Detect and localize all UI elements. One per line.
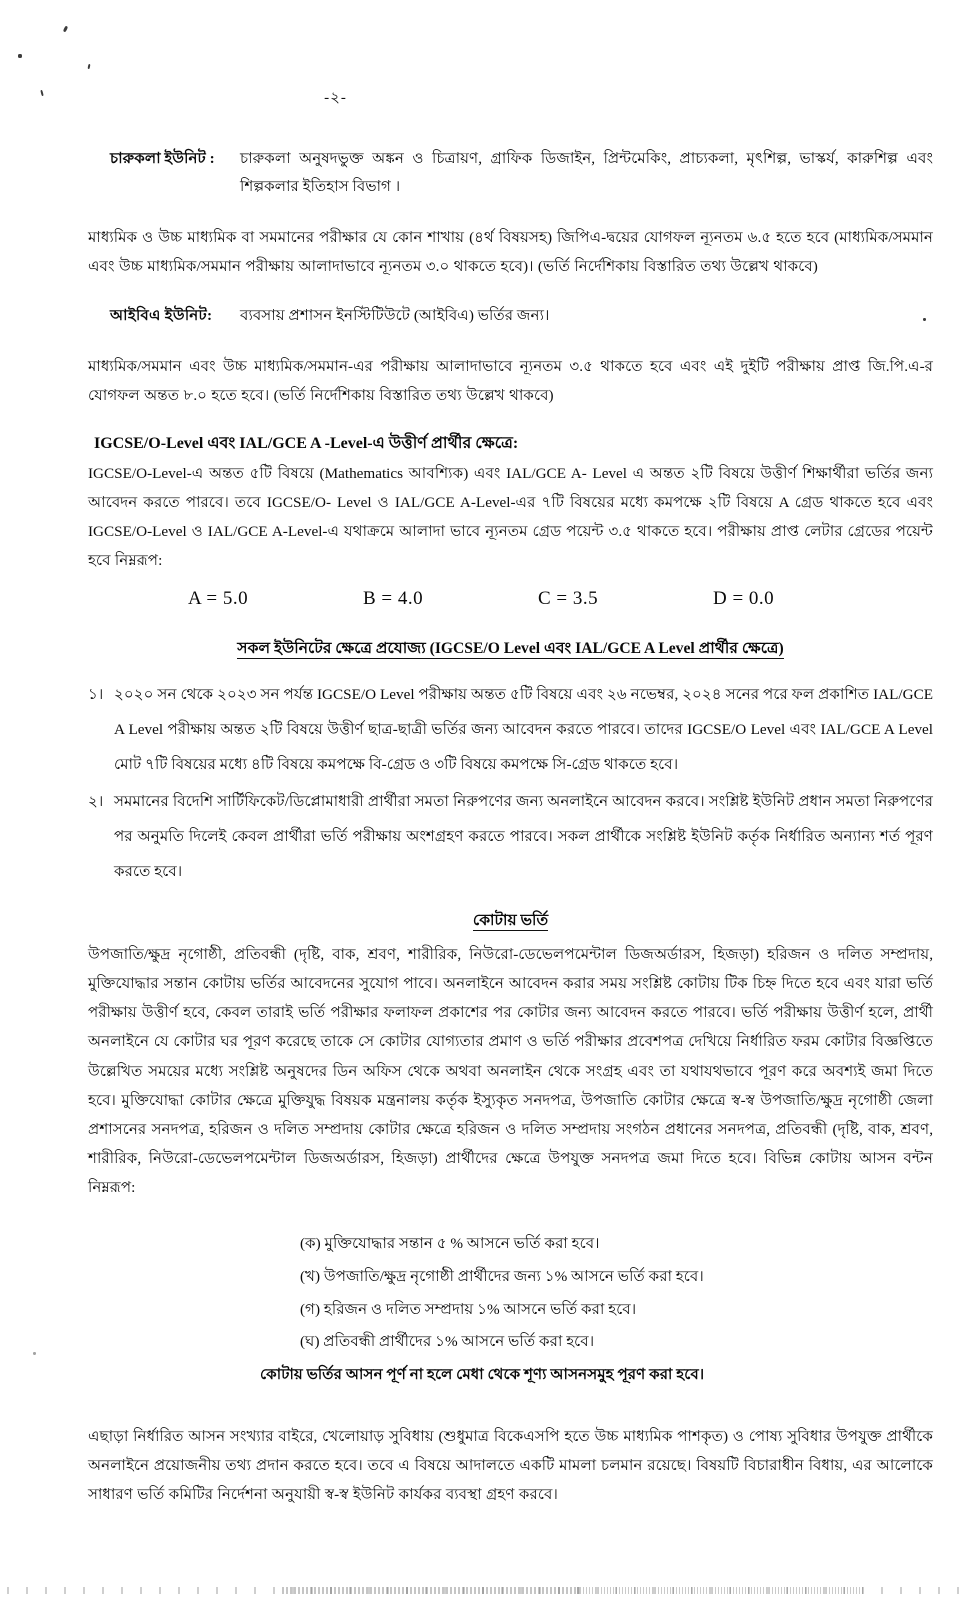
grade-item-d: D = 0.0	[713, 587, 775, 609]
quota-allocation-item: (খ) উপজাতি/ক্ষুদ্র নৃগোষ্ঠী প্রার্থীদের জন্য ১% আসনে ভর্তি করা হবে।	[300, 1268, 704, 1286]
scan-edge-noise-dense-right	[575, 1587, 865, 1594]
unit-row-fine-arts	[88, 145, 933, 201]
quota-body: উপজাতি/ক্ষুদ্র নৃগোষ্ঠী, প্রতিবন্ধী (দৃষ্টি, বাক, শ্রবণ, শারীরিক, নিউরো-ডেভেলপমেন্টাল ডিজঅর্ডারস, হিজড়া) হরিজন ও দলিত সম্প্রদায়, মুক্তিযোদ্ধার সন্তান কোটায় ভর্তির আবেদনের সুযোগ পাবে। অনলাইনে আবেদন করার সময় সংশ্লিষ্ট কোটায় টিক চিহ্ন দিতে হবে এবং যারা ভর্তি পরীক্ষায় উত্তীর্ণ হবে, কেবল তারাই ভর্তি পরীক্ষার ফলাফল প্রকাশের পর কোটার জন্য আবেদন করতে পারবে। ভর্তি পরীক্ষায় উত্তীর্ণ হলে, প্রার্থী অনলাইনে যে কোটার ঘর পূরণ করেছে তাকে সে কোটার যোগ্যতার প্রমাণ ও ভর্তি পরীক্ষার প্রবেশপত্র দেখিয়ে নির্ধারিত ফরম কোটার বিজ্ঞপ্তিতে উল্লেখিত সময়ের মধ্যে সংশ্লিষ্ট অনুষদের ডিন অফিস থেকে অথবা অনলাইন থেকে সংগ্রহ এবং তা যথাযথভাবে পূরণ করে অবশ্যই জমা দিতে হবে। মুক্তিযোদ্ধা কোটার ক্ষেত্রে মুক্তিযুদ্ধ বিষয়ক মন্ত্রনালয় কর্তৃক ইস্যুকৃত সনদপত্র, উপজাতি কোটার ক্ষেত্রে স্ব-স্ব উপজাতি/ক্ষুদ্র নৃগোষ্ঠী জেলা প্রশাসনের সনদপত্র, হরিজন ও দলিত সম্প্রদায় কোটার ক্ষেত্রে হরিজন ও দলিত সম্প্রদায় সংগঠন প্রধানের সনদপত্র, প্রতিবন্ধী (দৃষ্টি, বাক, শ্রবণ, শারীরিক, নিউরো-ডেভেলপমেন্টাল ডিজঅর্ডারস, হিজড়া) প্রার্থীদের ক্ষেত্রে উপযুক্ত সনদপত্র জমা দিতে হবে। বিভিন্ন কোটায় আসন বন্টন নিম্নরূপ:	[88, 945, 933, 1197]
quota-allocation-item: (ঘ) প্রতিবন্ধী প্রার্থীদের ১% আসনে ভর্তি করা হবে।	[300, 1333, 595, 1351]
scan-speck	[33, 1352, 36, 1355]
grade-scale-row	[88, 584, 933, 614]
all-units-heading-wrap	[88, 636, 933, 662]
page-number: -২-	[324, 90, 347, 106]
clause-1-number: ১।	[88, 686, 104, 704]
scan-speck	[40, 90, 43, 96]
quota-heading: কোটায় ভর্তি	[472, 911, 549, 929]
clause-2	[88, 785, 933, 890]
quota-heading-wrap	[88, 908, 933, 934]
quota-fill-note: কোটায় ভর্তির আসন পূর্ণ না হলে মেধা থেকে শূণ্য আসনসমুহ পূরণ করা হবে।	[260, 1366, 705, 1384]
grade-item-b: B = 4.0	[363, 587, 424, 609]
scan-speck	[63, 26, 68, 33]
document-content	[88, 86, 933, 1509]
scan-speck	[18, 54, 22, 58]
quota-allocation-item: (ক) মুক্তিযোদ্ধার সন্তান ৫ % আসনে ভর্তি করা হবে।	[300, 1235, 600, 1253]
unit-label-iba: আইবিএ ইউনিট:	[110, 306, 213, 324]
quota-allocation-list	[88, 1228, 933, 1359]
unit-row-iba	[88, 302, 933, 330]
unit-departments-fine-arts: চারুকলা অনুষদভুক্ত অঙ্কন ও চিত্রায়ণ, গ্রাফিক ডিজাইন, প্রিন্টমেকিং, প্রাচ্যকলা, মৃৎশিল্প, ভাস্কর্য, কারুশিল্প এবং শিল্পকলার ইতিহাস বিভাগ ।	[240, 150, 933, 196]
all-units-heading: সকল ইউনিটের ক্ষেত্রে প্রযোজ্য (IGCSE/O Level এবং IAL/GCE A Level প্রার্থীর ক্ষেত্রে)	[237, 640, 784, 658]
paragraph-iba-requirement: মাধ্যমিক/সমমান এবং উচ্চ মাধ্যমিক/সমমান-এর পরীক্ষায় আলাদাভাবে ন্যূনতম ৩.৫ থাকতে হবে এবং এই দুইটি পরীক্ষায় প্রাপ্ত জি.পি.এ-র যোগফল অন্তত ৮.০ হতে হবে। (ভর্তি নির্দেশিকায় বিস্তারিত তথ্য উল্লেখ থাকবে)	[88, 357, 933, 404]
closing-paragraph: এছাড়া নির্ধারিত আসন সংখ্যার বাইরে, খেলোয়াড় সুবিধায় (শুধুমাত্র বিকেএসপি হতে উচ্চ মাধ্যমিক পাশকৃত) ও পোষ্য সুবিধার উপযুক্ত প্রার্থীকে অনলাইনে প্রয়োজনীয় তথ্য প্রদান করতে হবে। তবে এ বিষয়ে আদালতে একটি মামলা চলমান রয়েছে। বিষয়টি বিচারাধীন বিধায়, এর আলোকে সাধারণ ভর্তি কমিটির নির্দেশনা অনুযায়ী স্ব-স্ব ইউনিট কার্যকর ব্যবস্থা গ্রহণ করবে।	[88, 1427, 933, 1504]
clause-1	[88, 678, 933, 783]
scan-edge-noise-dense	[280, 1587, 580, 1594]
unit-label-fine-arts: চারুকলা ইউনিট :	[110, 150, 215, 167]
grade-item-c: C = 3.5	[538, 587, 599, 609]
clause-1-text: ২০২০ সন থেকে ২০২৩ সন পর্যন্ত IGCSE/O Level পরীক্ষায় অন্তত ৫টি বিষয়ে এবং ২৬ নভেম্বর, ২০২৪ সনের পরে ফল প্রকাশিত IAL/GCE A Level পরীক্ষায় অন্তত ২টি বিষয়ে উত্তীর্ণ ছাত্র-ছাত্রী ভর্তির জন্য আবেদন করতে পারবে। তাদের IGCSE/O Level এবং IAL/GCE A Level মোট ৭টি বিষয়ের মধ্যে ৪টি বিষয়ে কমপক্ষে বি-গ্রেড ও ৩টি বিষয়ে কমপক্ষে সি-গ্রেড থাকতে হবে।	[114, 686, 933, 773]
clause-2-text: সমমানের বিদেশি সার্টিফিকেট/ডিপ্লোমাধারী প্রার্থীরা সমতা নিরুপণের জন্য অনলাইনে আবেদন করবে। সংশ্লিষ্ট ইউনিট প্রধান সমতা নিরুপণের পর অনুমতি দিলেই কেবল প্রার্থীরা ভর্তি পরীক্ষায় অংশগ্রহণ করতে পারবে। সকল প্রার্থীকে সংশ্লিষ্ট ইউনিট কর্তৃক নির্ধারিত অন্যান্য শর্ত পূরণ করতে হবে।	[114, 792, 933, 880]
igcse-section-body: IGCSE/O-Level-এ অন্তত ৫টি বিষয়ে (Mathematics আবশ্যিক) এবং IAL/GCE A- Level এ অন্তত ২টি বিষয়ে উত্তীর্ণ শিক্ষার্থীরা ভর্তির জন্য আবেদন করতে পারবে। তবে IGCSE/O- Level ও IAL/GCE A-Level-এর ৭টি বিষয়ের মধ্যে কমপক্ষে ২টি বিষয়ে A গ্রেড থাকতে হবে এবং IGCSE/O-Level ও IAL/GCE A-Level-এ যথাক্রমে আলাদা ভাবে ন্যূনতম গ্রেড পয়েন্ট ৩.৫ থাকতে হবে। পরীক্ষায় প্রাপ্ত লেটার গ্রেডের পয়েন্ট হবে নিম্নরূপ:	[88, 464, 933, 570]
clause-2-number: ২।	[88, 792, 104, 810]
unit-departments-iba: ব্যবসায় প্রশাসন ইনস্টিটিউটে (আইবিএ) ভর্তির জন্য।	[240, 306, 550, 324]
igcse-section-heading: IGCSE/O-Level এবং IAL/GCE A -Level-এ উত্তীর্ণ প্রার্থীর ক্ষেত্রে:	[94, 435, 519, 453]
scan-speck	[88, 64, 91, 69]
grade-item-a: A = 5.0	[188, 587, 249, 609]
quota-allocation-item: (গ) হরিজন ও দলিত সম্প্রদায় ১% আসনে ভর্তি করা হবে।	[300, 1300, 637, 1318]
paragraph-fine-arts-requirement: মাধ্যমিক ও উচ্চ মাধ্যমিক বা সমমানের পরীক্ষার যে কোন শাখায় (৪র্থ বিষয়সহ) জিপিএ-দ্বয়ের যোগফল ন্যূনতম ৬.৫ হতে হবে (মাধ্যমিক/সমমান এবং উচ্চ মাধ্যমিক/সমমান পরীক্ষায় আলাদাভাবে ন্যূনতম ৩.০ থাকতে হবে)। (ভর্তি নির্দেশিকায় বিস্তারিত তথ্য উল্লেখ থাকবে)	[88, 229, 933, 276]
